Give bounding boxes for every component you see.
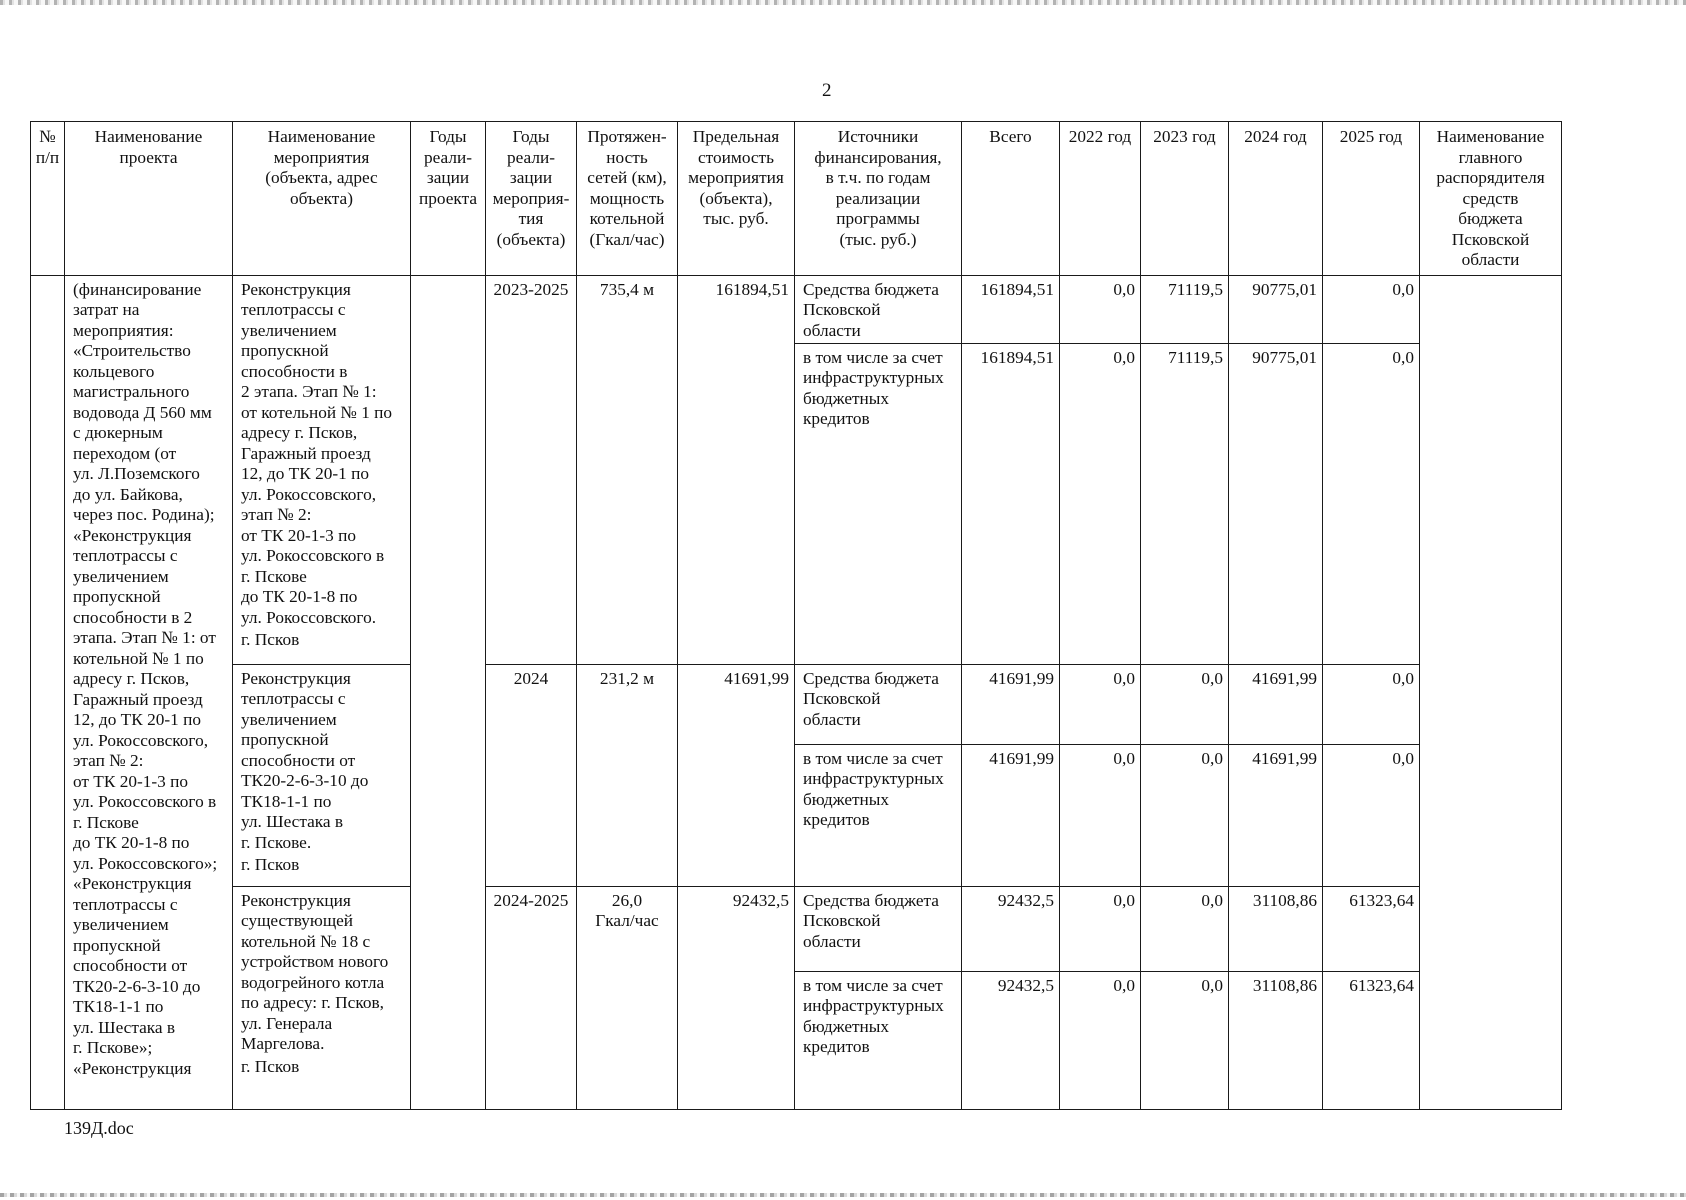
measure-1-2025-2: 0,0 (1323, 343, 1420, 664)
measure-2-2024-2: 41691,99 (1229, 744, 1323, 886)
measure-2-2024-1: 41691,99 (1229, 664, 1323, 744)
measure-3-2025-2: 61323,64 (1323, 971, 1420, 1109)
table-row (31, 275, 1562, 343)
header-row (31, 122, 1562, 276)
measure-2-total-2: 41691,99 (962, 744, 1060, 886)
measure-3-2024-2: 31108,86 (1229, 971, 1323, 1109)
cell-years-project (411, 275, 486, 1109)
cell-manager (1420, 275, 1562, 1109)
measure-3-2023-2: 0,0 (1141, 971, 1229, 1109)
header-2022: 2022 год (1060, 122, 1141, 276)
measure-1-source-2: в том числе за счет инфраструктурных бюджетных кредитов (795, 343, 962, 664)
table-row (31, 664, 1562, 744)
measure-3-2025-1: 61323,64 (1323, 886, 1420, 971)
measure-1-2023-2: 71119,5 (1141, 343, 1229, 664)
measure-1-length: 735,4 м (577, 275, 678, 664)
measure-2-city: г. Псков (241, 855, 300, 874)
header-cost: Предельная стоимость мероприятия (объекта), тыс. руб. (678, 122, 795, 276)
measure-3-total-1: 92432,5 (962, 886, 1060, 971)
measure-2-years: 2024 (486, 664, 577, 886)
measure-2-2022-2: 0,0 (1060, 744, 1141, 886)
measure-3-cell (233, 886, 411, 1109)
header-length: Протяжен- ность сетей (км), мощность котельной (Гкал/час) (577, 122, 678, 276)
measure-3-name: Реконструкция существующей котельной № 18 с устройством нового водогрейного котла по адресу: г. Псков, ул. Генерала Маргелова. (241, 890, 389, 1053)
measure-1-cell (233, 275, 411, 664)
measure-3-2022-2: 0,0 (1060, 971, 1141, 1109)
cell-num (31, 275, 65, 1109)
measure-2-cell (233, 664, 411, 886)
measure-1-source-1: Средства бюджета Псковской области (795, 275, 962, 343)
measure-3-city: г. Псков (241, 1056, 300, 1076)
header-years-measure: Годы реали- зации мероприя- тия (объекта) (486, 122, 577, 276)
measure-3-length: 26,0 Гкал/час (577, 886, 678, 1109)
header-num: № п/п (31, 122, 65, 276)
measure-1-2025-1: 0,0 (1323, 275, 1420, 343)
header-sources: Источники финансирования, в т.ч. по годам реализации программы (тыс. руб.) (795, 122, 962, 276)
measure-3-source-2: в том числе за счет инфраструктурных бюджетных кредитов (795, 971, 962, 1109)
measure-1-years: 2023-2025 (486, 275, 577, 664)
table-row (31, 886, 1562, 971)
header-total: Всего (962, 122, 1060, 276)
measure-2-cost: 41691,99 (678, 664, 795, 886)
measure-1-2022-1: 0,0 (1060, 275, 1141, 343)
measure-1-cost: 161894,51 (678, 275, 795, 664)
measure-3-2022-1: 0,0 (1060, 886, 1141, 971)
measure-2-2023-2: 0,0 (1141, 744, 1229, 886)
measure-3-cost: 92432,5 (678, 886, 795, 1109)
header-2023: 2023 год (1141, 122, 1229, 276)
measure-1-2024-2: 90775,01 (1229, 343, 1323, 664)
header-measure: Наименование мероприятия (объекта, адрес объекта) (233, 122, 411, 276)
scan-edge-top (0, 0, 1686, 5)
measure-1-name: Реконструкция теплотрассы с увеличением пропускной способности в 2 этапа. Этап № 1: от котельной № 1 по адресу г. Псков, Гаражный проезд 12, до ТК 20-1 по ул. Рокоссовского, этап № 2: от ТК 20-1-3 по ул. Рокоссовского в г. Пскове до ТК 20-1-8 по ул. Рокоссовского. (241, 279, 393, 627)
footer-filename: 139Д.doc (64, 1118, 134, 1138)
measure-1-total-2: 161894,51 (962, 343, 1060, 664)
measure-1-2022-2: 0,0 (1060, 343, 1141, 664)
measure-2-2025-2: 0,0 (1323, 744, 1420, 886)
header-2024: 2024 год (1229, 122, 1323, 276)
measure-2-2022-1: 0,0 (1060, 664, 1141, 744)
scan-edge-bottom (0, 1193, 1686, 1197)
financing-table (30, 121, 1562, 1110)
measure-2-name: Реконструкция теплотрассы с увеличением пропускной способности от ТК20-2-6-3-10 до ТК18-1-1 по ул. Шестака в г. Пскове. (241, 668, 369, 852)
measure-2-total-1: 41691,99 (962, 664, 1060, 744)
measure-2-source-2: в том числе за счет инфраструктурных бюджетных кредитов (795, 744, 962, 886)
measure-1-2023-1: 71119,5 (1141, 275, 1229, 343)
project-description: (финансирование затрат на мероприятия: «Строительство кольцевого магистрального водовода Д 560 мм с дюкерным переходом (от ул. Л.Поземского до ул. Байкова, через пос. Родина); «Реконструкция теплотрассы с увеличением пропускной способности в 2 этапа. Этап № 1: от котельной № 1 по адресу г. Псков, Гаражный проезд 12, до ТК 20-1 по ул. Рокоссовского, этап № 2: от ТК 20-1-3 по ул. Рокоссовского в г. Пскове до ТК 20-1-8 по ул. Рокоссовского»; «Реконструкция теплотрассы с увеличением пропускной способности от ТК20-2-6-3-10 до ТК18-1-1 по ул. Шестака в г. Пскове»; «Реконструкция (65, 275, 233, 1109)
measure-2-2023-1: 0,0 (1141, 664, 1229, 744)
measure-2-2025-1: 0,0 (1323, 664, 1420, 744)
page-number: 2 (822, 80, 832, 101)
measure-3-total-2: 92432,5 (962, 971, 1060, 1109)
header-project: Наименование проекта (65, 122, 233, 276)
measure-3-years: 2024-2025 (486, 886, 577, 1109)
measure-3-source-1: Средства бюджета Псковской области (795, 886, 962, 971)
measure-1-total-1: 161894,51 (962, 275, 1060, 343)
header-2025: 2025 год (1323, 122, 1420, 276)
measure-1-2024-1: 90775,01 (1229, 275, 1323, 343)
measure-1-city: г. Псков (241, 630, 300, 649)
measure-3-2024-1: 31108,86 (1229, 886, 1323, 971)
measure-2-source-1: Средства бюджета Псковской области (795, 664, 962, 744)
header-manager: Наименование главного распорядителя средств бюджета Псковской области (1420, 122, 1562, 276)
header-years-project: Годы реали- зации проекта (411, 122, 486, 276)
measure-3-2023-1: 0,0 (1141, 886, 1229, 971)
measure-2-length: 231,2 м (577, 664, 678, 886)
